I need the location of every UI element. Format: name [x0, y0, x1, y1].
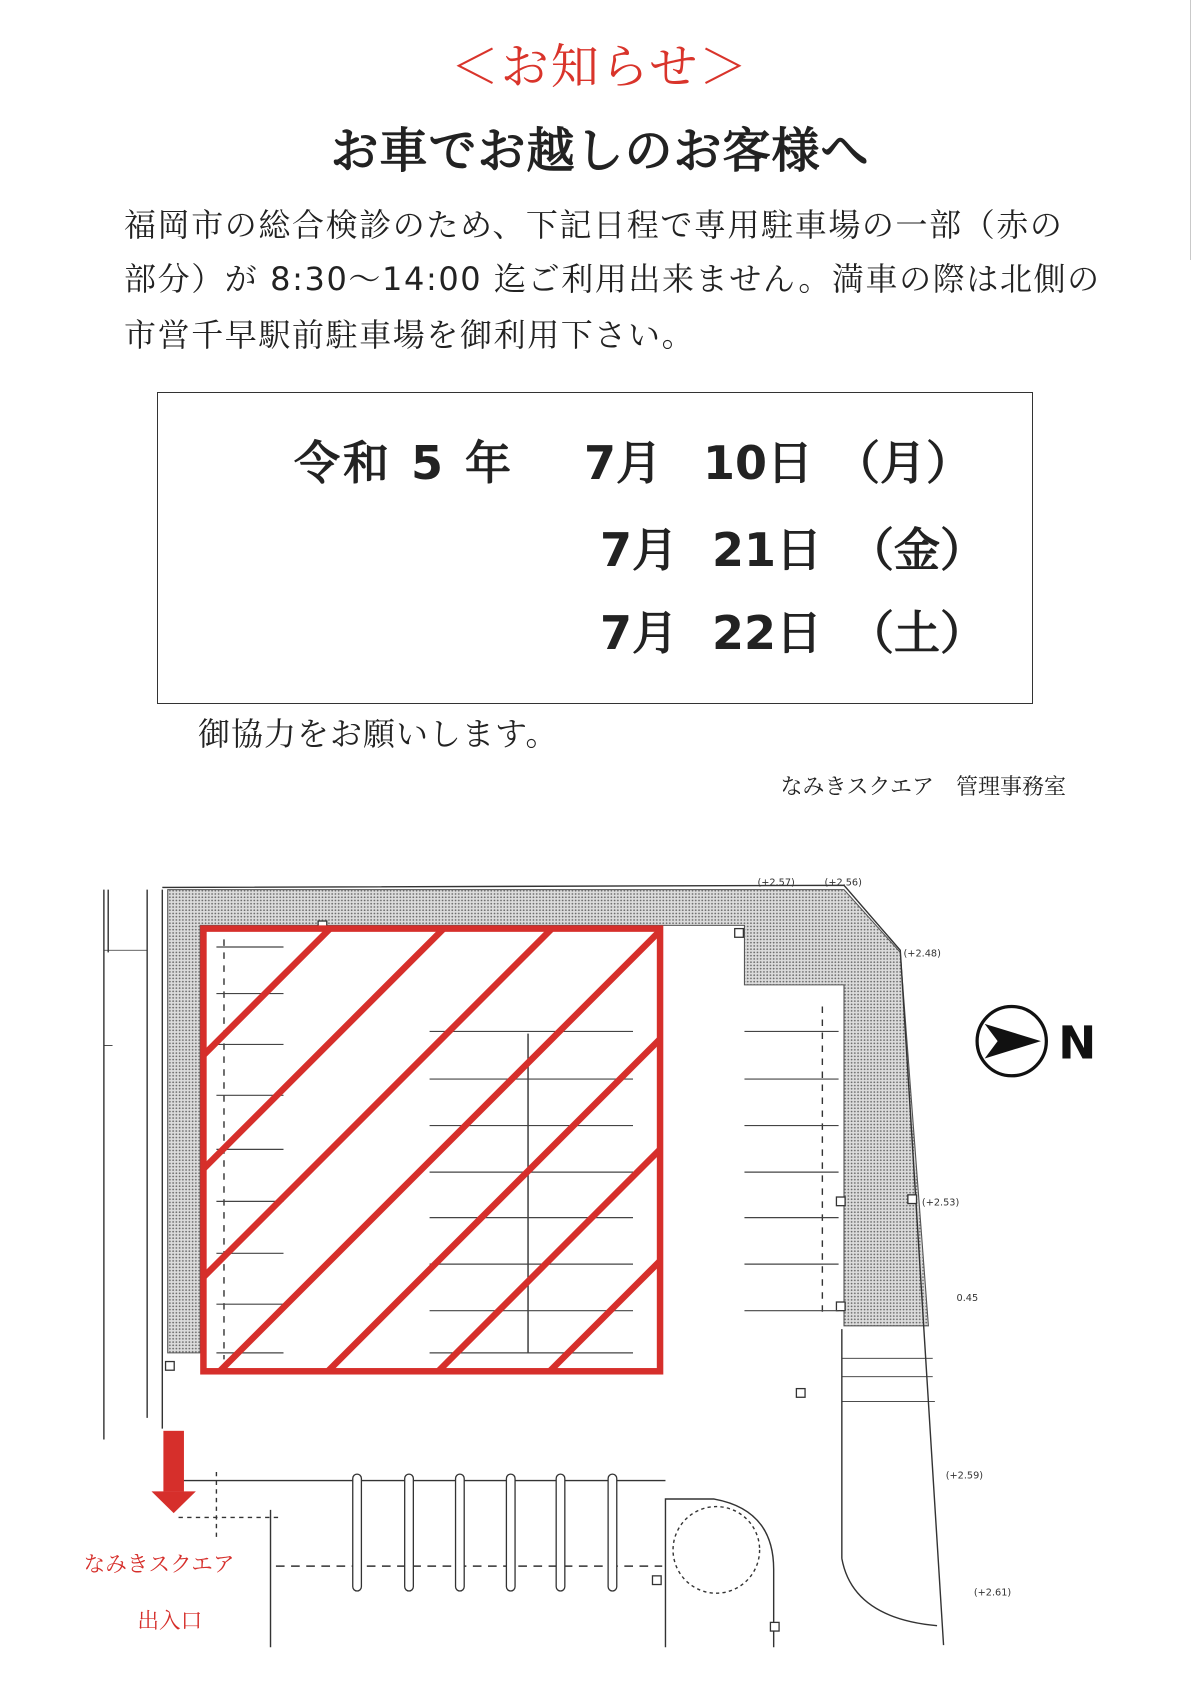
date-day: 21日 [712, 523, 823, 577]
date-day: 10日 [703, 436, 814, 490]
date-weekday: （月） [834, 436, 972, 490]
stall-divider [405, 1474, 414, 1591]
elevation-label: (+2.59) [945, 1470, 984, 1482]
elevation-label: (+2.61) [973, 1587, 1012, 1599]
elevation-label: (+2.48) [903, 948, 941, 960]
body-line: 市営千早駅前駐車場を御利用下さい。 [124, 316, 696, 354]
era-year: 令和 5 年 [294, 436, 515, 490]
stall-divider [608, 1474, 617, 1591]
body-line: 部分）が 8:30～14:00 迄ご利用出来ません。満車の際は北側の [124, 260, 1101, 298]
elevation-label: (+2.56) [824, 877, 862, 889]
stall-divider [506, 1474, 515, 1591]
site-boundary [104, 885, 944, 1647]
date-month: 7月 [584, 436, 663, 490]
closed-area-hatch [162, 866, 725, 1429]
date-weekday: （土） [848, 606, 986, 660]
stall-divider [456, 1474, 465, 1591]
notice-title: お車でお越しのお客様へ [330, 123, 870, 179]
elevation-label: 0.45 [956, 1292, 979, 1304]
planting-band [168, 890, 929, 1353]
date-month: 7月 [600, 523, 679, 577]
stall-divider [556, 1474, 565, 1591]
elevation-label: (+2.53) [921, 1197, 960, 1209]
signature: なみきスクエア 管理事務室 [780, 775, 1066, 800]
entrance-label: 出入口 [137, 1608, 203, 1634]
closing-text: 御協力をお願いします。 [198, 715, 559, 753]
closed-area-hatch [0, 866, 506, 1429]
date-month: 7月 [600, 606, 679, 660]
notice-heading: ＜お知らせ＞ [450, 39, 750, 95]
survey-markers [166, 921, 917, 1631]
parking-map [0, 855, 1200, 1696]
elevation-label: (+2.57) [757, 877, 795, 889]
entrance-label: なみきスクエア [83, 1552, 235, 1578]
entrance-arrow-icon [151, 1431, 195, 1513]
date-weekday: （金） [848, 523, 986, 577]
date-day: 22日 [712, 606, 823, 660]
north-arrow-icon [977, 1007, 1046, 1076]
stall-divider [353, 1474, 362, 1591]
north-label: N [1058, 1016, 1097, 1070]
body-line: 福岡市の総合検診のため、下記日程で専用駐車場の一部（赤の [124, 206, 1064, 244]
